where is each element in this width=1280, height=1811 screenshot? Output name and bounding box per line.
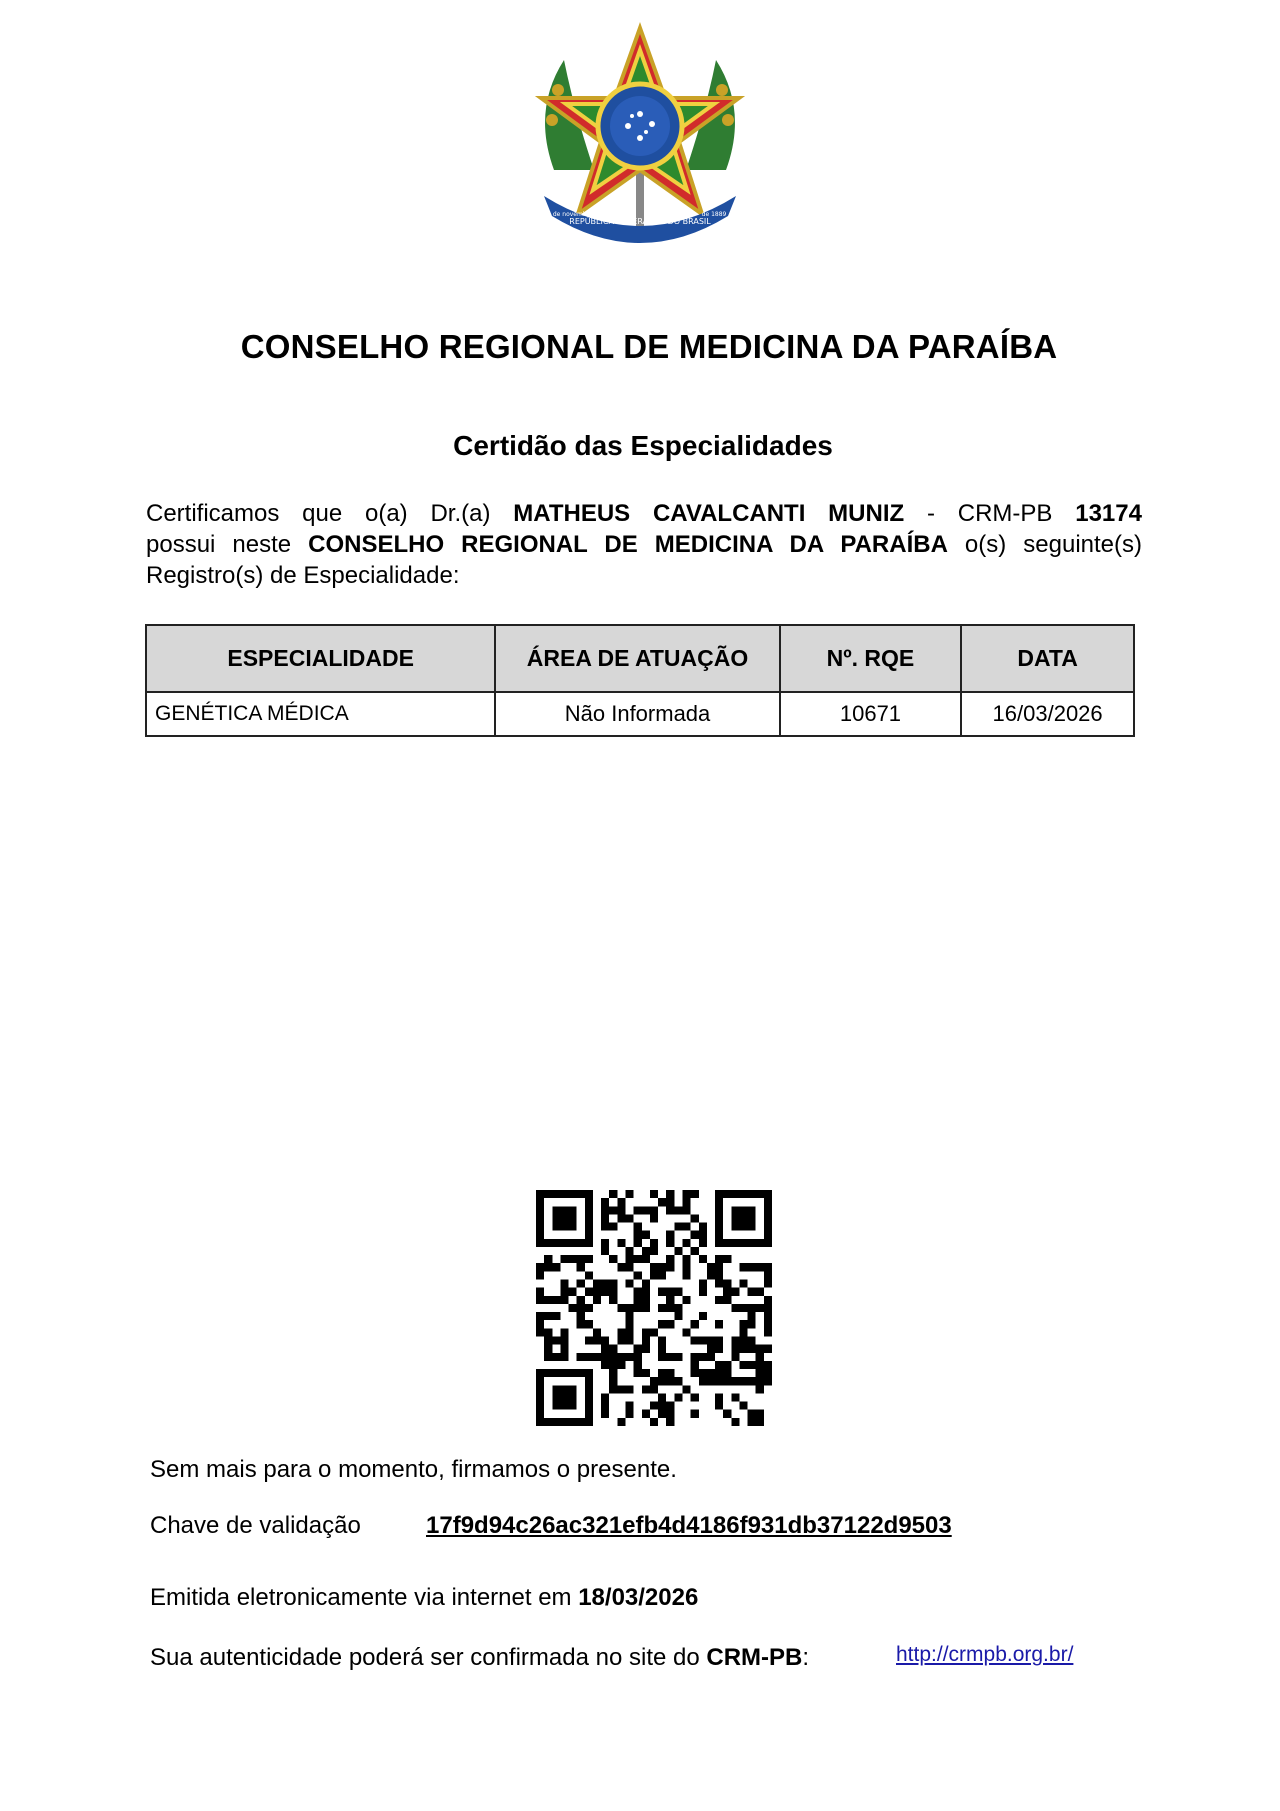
header-area-atuacao: ÁREA DE ATUAÇÃO [495, 625, 779, 692]
crm-separator: - CRM-PB [904, 500, 1076, 527]
issued-prefix: Emitida eletronicamente via internet em [150, 1584, 579, 1611]
table-row [146, 692, 1134, 736]
cell-data: 16/03/2026 [961, 692, 1134, 736]
auth-prefix: Sua autenticidade poderá ser confirmada no site do [150, 1644, 707, 1671]
header-rqe: Nº. RQE [780, 625, 962, 692]
cell-especialidade: GENÉTICA MÉDICA [146, 692, 495, 736]
issued-date: 18/03/2026 [578, 1584, 699, 1611]
ribbon-date-right: de 1889 [701, 211, 727, 218]
intro-org-name: CONSELHO REGIONAL DE MEDICINA DA PARAÍBA [308, 531, 948, 558]
auth-org: CRM-PB [706, 1644, 803, 1671]
doc-title: Certidão das Especialidades [453, 430, 833, 461]
qr-code-icon [536, 1190, 772, 1426]
specialty-table [145, 624, 1135, 737]
org-title: CONSELHO REGIONAL DE MEDICINA DA PARAÍBA [240, 328, 1058, 365]
coat-of-arms-seal [524, 20, 756, 252]
cell-area-atuacao: Não Informada [495, 692, 779, 736]
intro-mid: possui neste [146, 531, 309, 558]
crmpb-link[interactable]: http://crmpb.org.br/ [896, 1643, 1074, 1666]
validation-key-value: 17f9d94c26ac321efb4d4186f931db37122d9503 [426, 1512, 952, 1539]
validation-key-label: Chave de validação [150, 1512, 361, 1539]
doctor-name: MATHEUS CAVALCANTI MUNIZ [513, 500, 905, 527]
intro-prefix: Certificamos que o(a) Dr.(a) [146, 500, 514, 527]
authenticity-line [150, 1644, 809, 1672]
header-data: DATA [961, 625, 1134, 692]
intro-suffix: o(s) seguinte(s) Registro(s) de Especialidade: [146, 531, 1142, 589]
intro-line-1 [146, 498, 1142, 529]
ribbon-date-left: 15 de novembro [543, 211, 593, 218]
table-header-row [146, 625, 1134, 692]
header-especialidade: ESPECIALIDADE [146, 625, 495, 692]
issued-line [150, 1584, 698, 1612]
auth-colon: : [802, 1644, 810, 1671]
crm-number: 13174 [1075, 500, 1142, 527]
cell-rqe: 10671 [780, 692, 962, 736]
closing-text: Sem mais para o momento, firmamos o presente. [150, 1456, 677, 1483]
intro-paragraph [146, 498, 1142, 591]
ribbon-text: REPÚBLICA FEDERATIVA DO BRASIL [569, 217, 711, 226]
